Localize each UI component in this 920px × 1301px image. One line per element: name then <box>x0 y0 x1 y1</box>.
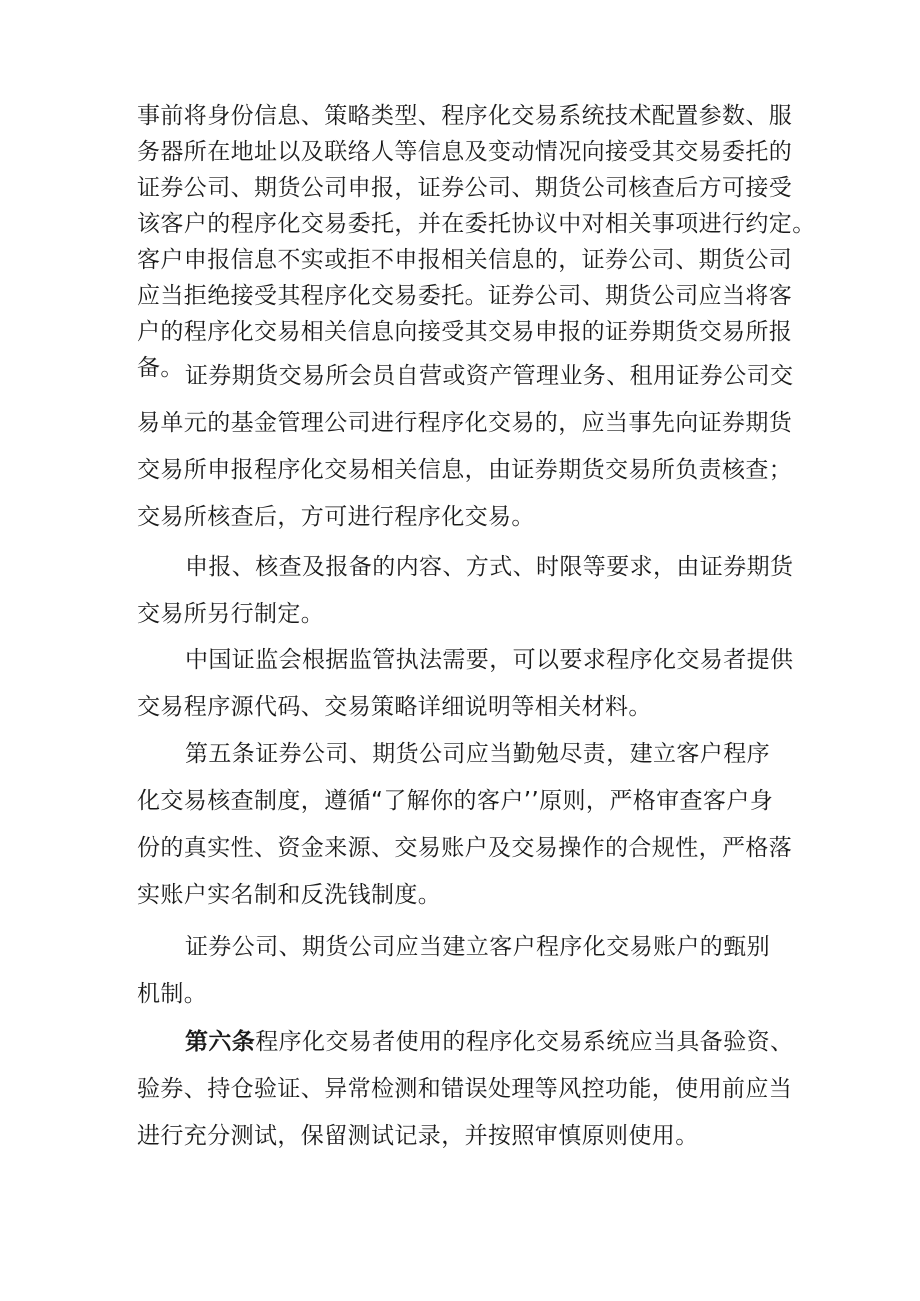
paragraph-reporting-requirements <box>137 544 797 638</box>
article-heading: 第六条 <box>185 1029 256 1055</box>
paragraph-account-identification <box>137 924 797 1018</box>
text-line: 交易程序源代码、交易策略详细说明等相关材料。 <box>137 694 652 720</box>
text-line: 应当拒绝接受其程序化交易委托。证券公司、期货公司应当将客 <box>137 283 793 309</box>
text-line: 进行充分测试，保留测试记录，并按照审慎原则使用。 <box>137 1123 699 1149</box>
text-line <box>137 1019 797 1066</box>
text-span: 程序化交易者使用的程序化交易系统应当具备验资、 <box>255 1029 794 1055</box>
text-line: 份的真实性、资金来源、交易账户及交易操作的合规性，严格落 <box>137 835 793 861</box>
paragraph-article-5 <box>137 731 797 919</box>
text-line: 验券、持仓验证、异常检测和错误处理等风控功能，使用前应当 <box>137 1076 793 1102</box>
text-line: 中国证监会根据监管执法需要，可以要求程序化交易者提供 <box>185 647 794 673</box>
text-line: 第五条证券公司、期货公司应当勤勉尽责，建立客户程序 <box>185 741 770 767</box>
text-line: 化交易核查制度，遵循“了解你的客户’’原则，严格审查客户身 <box>137 788 774 814</box>
paragraph-csrc-materials <box>137 637 797 731</box>
text-line: 交易所另行制定。 <box>137 601 325 627</box>
paragraph-article-6 <box>137 1019 797 1160</box>
text-line: 证券公司、期货公司申报，证券公司、期货公司核查后方可接受 <box>137 175 793 201</box>
text-line: 机制。 <box>137 981 208 1007</box>
text-line: 证券期货交易所会员自营或资产管理业务、租用证券公司交 <box>185 363 794 389</box>
text-line: 交易所核查后，方可进行程序化交易。 <box>137 504 535 530</box>
text-line: 该客户的程序化交易委托，并在委托协议中对相关事项进行约定。 <box>137 211 816 237</box>
text-line: 事前将身份信息、策略类型、程序化交易系统技术配置参数、服 <box>137 103 793 129</box>
text-line: 证券公司、期货公司应当建立客户程序化交易账户的甄别 <box>185 934 770 960</box>
paragraph-continued <box>137 98 816 386</box>
text-line: 备。 <box>137 355 184 381</box>
text-line: 实账户实名制和反洗钱制度。 <box>137 882 442 908</box>
text-line: 申报、核查及报备的内容、方式、时限等要求，由证券期货 <box>185 554 794 580</box>
text-line: 务器所在地址以及联络人等信息及变动情况向接受其交易委托的 <box>137 139 793 165</box>
text-line: 易单元的基金管理公司进行程序化交易的，应当事先向证券期货 <box>137 410 793 436</box>
paragraph-exchange-members <box>137 353 797 541</box>
text-line: 客户申报信息不实或拒不申报相关信息的，证券公司、期货公司 <box>137 247 793 273</box>
text-line: 交易所申报程序化交易相关信息，由证券期货交易所负责核查； <box>137 457 793 483</box>
text-line: 户的程序化交易相关信息向接受其交易申报的证券期货交易所报 <box>137 319 793 345</box>
